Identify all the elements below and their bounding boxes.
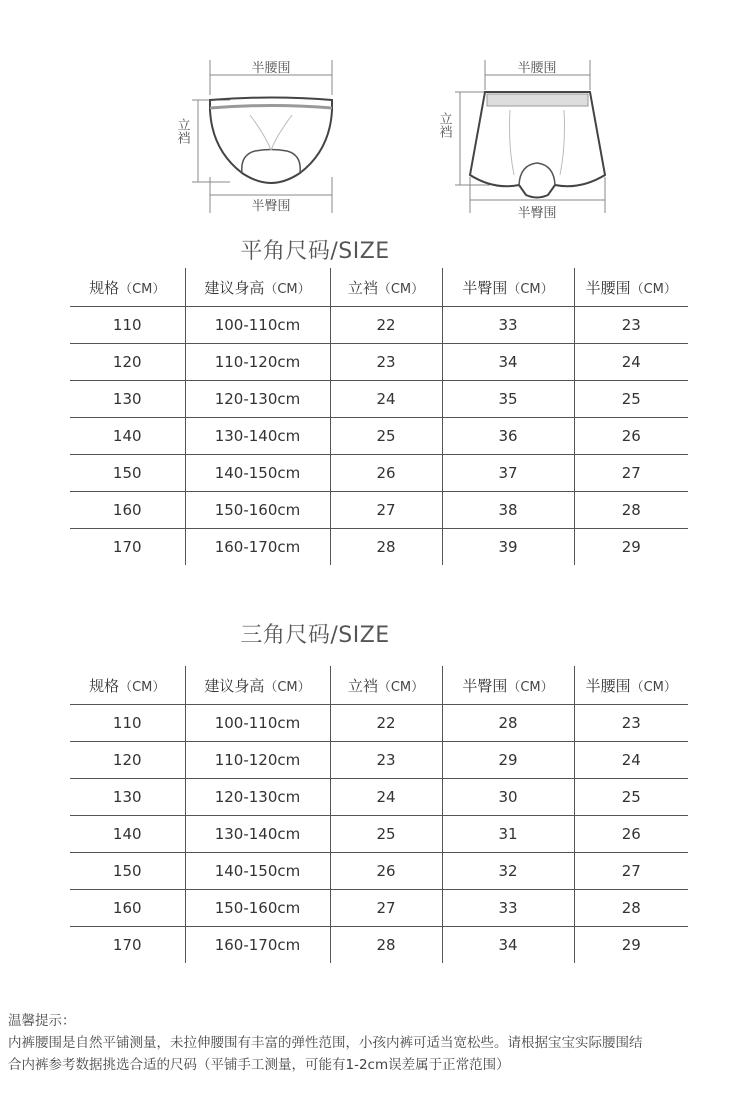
table-row — [70, 381, 688, 418]
table-cell: 22 — [330, 307, 442, 344]
notes-heading: 温馨提示： — [8, 1013, 76, 1029]
table-cell: 23 — [330, 344, 442, 381]
boxer-size-table — [70, 268, 688, 565]
table-cell: 37 — [442, 455, 574, 492]
table-cell: 35 — [442, 381, 574, 418]
table-cell: 100-110cm — [185, 705, 330, 742]
boxer-rise-label: 立裆 — [436, 112, 452, 138]
table-cell: 33 — [442, 307, 574, 344]
table-cell: 29 — [574, 927, 688, 964]
table-cell: 22 — [330, 705, 442, 742]
table-cell: 120-130cm — [185, 381, 330, 418]
table-cell: 110-120cm — [185, 742, 330, 779]
brief-size-title: 三角尺码/SIZE — [240, 623, 390, 648]
table-cell: 27 — [330, 890, 442, 927]
notes-line-2: 合内裤参考数据挑选合适的尺码（平铺手工测量，可能有1-2cm误差属于正常范围） — [8, 1057, 510, 1073]
table-cell: 24 — [330, 381, 442, 418]
table-header-row — [70, 666, 688, 705]
table-row — [70, 927, 688, 964]
table-cell: 120-130cm — [185, 779, 330, 816]
brief-waist-label: 半腰围 — [251, 61, 291, 76]
table-cell: 140-150cm — [185, 455, 330, 492]
table-cell: 170 — [112, 936, 142, 954]
notes — [8, 1010, 748, 1076]
table-cell: 24 — [574, 344, 688, 381]
header-rise: 立裆（CM） — [330, 268, 442, 307]
table-row — [70, 529, 688, 566]
boxer-diagram — [430, 55, 620, 220]
header-hip: 半臀围（CM） — [442, 268, 574, 307]
boxer-hip-label: 半臀围 — [517, 206, 557, 220]
table-cell: 26 — [330, 455, 442, 492]
table-cell: 28 — [574, 890, 688, 927]
table-cell: 23 — [330, 742, 442, 779]
table-row — [70, 492, 688, 529]
table-row — [70, 418, 688, 455]
table-cell: 140-150cm — [185, 853, 330, 890]
table-cell: 160-170cm — [185, 529, 330, 566]
table-cell: 34 — [442, 344, 574, 381]
brief-rise-label: 立裆 — [174, 118, 190, 144]
table-cell: 110 — [70, 705, 185, 742]
table-cell: 27 — [574, 455, 688, 492]
brief-diagram — [170, 55, 350, 215]
table-cell: 24 — [574, 742, 688, 779]
table-row — [70, 307, 688, 344]
table-cell: 32 — [442, 853, 574, 890]
brief-hip-label: 半臀围 — [251, 199, 291, 214]
table-cell: 130 — [70, 381, 185, 418]
table-cell: 28 — [574, 492, 688, 529]
header-rise: 立裆（CM） — [330, 666, 442, 705]
table-cell: 30 — [442, 779, 574, 816]
table-cell: 150-160cm — [185, 492, 330, 529]
table-cell: 25 — [574, 779, 688, 816]
table-cell: 29 — [574, 529, 688, 566]
brief-size-table — [70, 666, 688, 963]
table-cell: 27 — [574, 853, 688, 890]
header-height: 建议身高（CM） — [185, 268, 330, 307]
table-cell: 23 — [574, 705, 688, 742]
table-cell: 160-170cm — [185, 927, 330, 964]
table-cell: 28 — [442, 705, 574, 742]
table-cell: 29 — [442, 742, 574, 779]
table-cell: 25 — [574, 381, 688, 418]
table-cell: 33 — [442, 890, 574, 927]
table-cell: 160 — [70, 890, 185, 927]
table-cell: 140 — [70, 418, 185, 455]
table-cell: 120 — [70, 344, 185, 381]
table-row — [70, 455, 688, 492]
table-cell: 150 — [70, 853, 185, 890]
table-cell: 25 — [330, 816, 442, 853]
table-cell: 28 — [330, 529, 442, 566]
header-height: 建议身高（CM） — [185, 666, 330, 705]
table-row — [70, 779, 688, 816]
table-cell: 150 — [70, 455, 185, 492]
table-row — [70, 853, 688, 890]
table-cell: 27 — [330, 492, 442, 529]
table-cell: 140 — [70, 816, 185, 853]
notes-line-1: 内裤腰围是自然平铺测量，未拉伸腰围有丰富的弹性范围，小孩内裤可适当宽松些。请根据宝宝实际腰围结 — [8, 1035, 643, 1051]
table-cell: 31 — [442, 816, 574, 853]
table-cell: 110-120cm — [185, 344, 330, 381]
table-cell: 28 — [330, 927, 442, 964]
table-cell: 120 — [70, 742, 185, 779]
table-row — [70, 742, 688, 779]
table-cell: 26 — [330, 853, 442, 890]
header-waist: 半腰围（CM） — [574, 666, 688, 705]
table-cell: 150-160cm — [185, 890, 330, 927]
table-cell: 100-110cm — [185, 307, 330, 344]
boxer-waist-label: 半腰围 — [517, 61, 557, 76]
header-size: 规格（CM） — [70, 666, 185, 705]
table-cell: 38 — [442, 492, 574, 529]
table-cell: 24 — [330, 779, 442, 816]
boxer-size-title: 平角尺码/SIZE — [240, 239, 390, 264]
table-cell: 23 — [574, 307, 688, 344]
header-size: 规格（CM） — [70, 268, 185, 307]
table-cell: 130 — [70, 779, 185, 816]
table-cell: 34 — [442, 927, 574, 964]
table-cell: 130-140cm — [185, 418, 330, 455]
table-row — [70, 705, 688, 742]
table-cell: 160 — [70, 492, 185, 529]
table-cell: 25 — [330, 418, 442, 455]
table-cell: 26 — [574, 816, 688, 853]
table-row — [70, 890, 688, 927]
table-cell: 36 — [442, 418, 574, 455]
table-row — [70, 344, 688, 381]
header-hip: 半臀围（CM） — [442, 666, 574, 705]
table-cell: 130-140cm — [185, 816, 330, 853]
header-waist: 半腰围（CM） — [574, 268, 688, 307]
table-header-row — [70, 268, 688, 307]
table-cell: 170 — [112, 538, 142, 556]
table-cell: 39 — [442, 529, 574, 566]
table-row — [70, 816, 688, 853]
table-cell: 110 — [70, 307, 185, 344]
table-cell: 26 — [574, 418, 688, 455]
